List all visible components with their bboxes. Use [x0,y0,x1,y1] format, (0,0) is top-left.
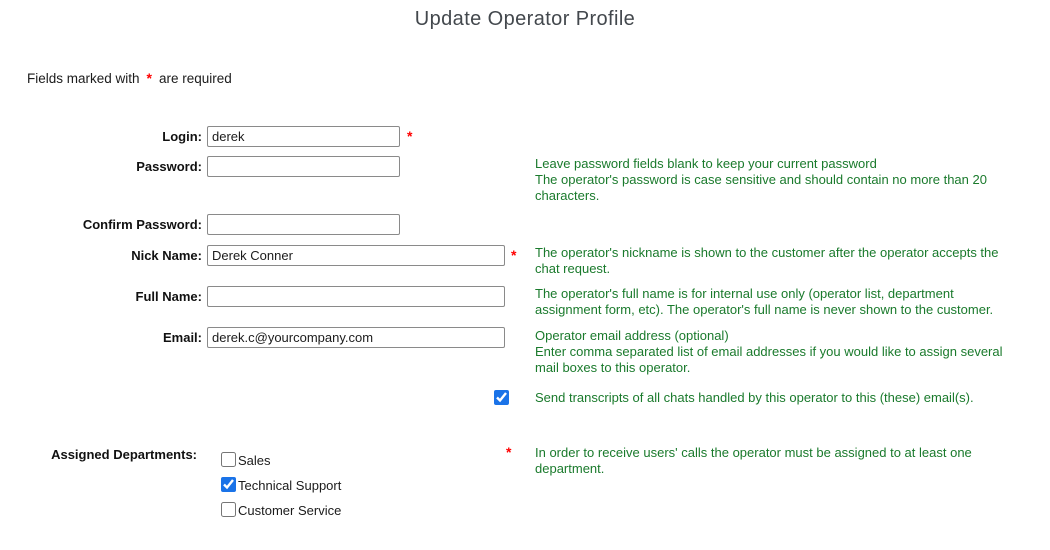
login-required-asterisk-icon: * [407,128,413,144]
password-label: Password: [136,159,202,174]
nickname-required-asterisk-icon: * [511,247,517,263]
help-line: mail boxes to this operator. [535,360,691,375]
help-line: characters. [535,188,600,203]
required-fields-note [27,70,232,86]
help-line: The operator's nickname is shown to the customer after the operator accepts the [535,245,999,260]
confirm-password-input[interactable] [207,214,400,235]
note-prefix: Fields marked with [27,71,140,86]
departments-required-asterisk-icon: * [506,444,512,460]
help-line: assignment form, etc). The operator's full name is never shown to the customer. [535,302,994,317]
send-transcripts-checkbox[interactable] [494,390,509,405]
help-line: In order to receive users' calls the operator must be assigned to at least one [535,445,972,460]
confirm-password-label: Confirm Password: [82,217,202,232]
email-label: Email: [162,330,202,345]
department-customer-service-checkbox[interactable] [221,502,236,517]
department-customer-service-label: Customer Service [238,503,342,518]
fullname-help [535,286,993,318]
note-suffix: are required [159,71,232,86]
departments-help [535,445,972,477]
assigned-departments-label: Assigned Departments: [51,447,197,462]
help-line: Operator email address (optional) [535,328,729,343]
email-input[interactable] [207,327,505,348]
send-transcripts-label: Send transcripts of all chats handled by this operator to this (these) email(s). [535,390,974,405]
help-line: The operator's password is case sensitive and should contain no more than 20 [535,172,987,187]
help-line: The operator's full name is for internal use only (operator list, department [535,286,954,301]
fullname-input[interactable] [207,286,505,307]
help-line: department. [535,461,605,476]
required-asterisk-icon: * [146,70,152,86]
help-line: Enter comma separated list of email addresses if you would like to assign several [535,344,1003,359]
nickname-label: Nick Name: [131,248,202,263]
department-technical-support-label: Technical Support [238,478,342,493]
help-line: Leave password fields blank to keep your current password [535,156,877,171]
email-help [535,328,1003,376]
password-input[interactable] [207,156,400,177]
help-line: chat request. [535,261,611,276]
login-label: Login: [162,129,202,144]
fullname-label: Full Name: [135,289,202,304]
login-input[interactable] [207,126,400,147]
nickname-input[interactable] [207,245,505,266]
password-help [535,156,987,204]
department-technical-support-checkbox[interactable] [221,477,236,492]
department-sales-label: Sales [238,453,271,468]
nickname-help [535,245,999,277]
page-title: Update Operator Profile [414,8,636,30]
department-sales-checkbox[interactable] [221,452,236,467]
